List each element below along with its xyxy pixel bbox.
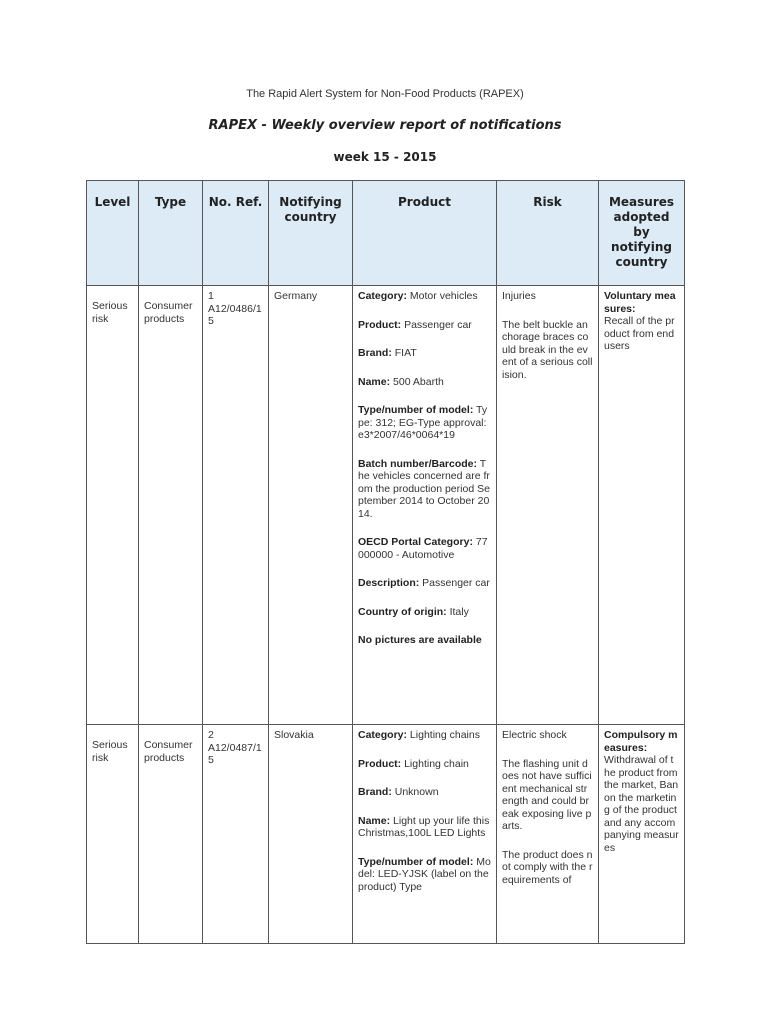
product-field-label: Country of origin: bbox=[358, 605, 447, 618]
cell-level-clip bbox=[92, 739, 133, 939]
risk-text: Electric shock bbox=[502, 729, 567, 741]
product-field-label: Type/number of model: bbox=[358, 404, 474, 416]
report-title: RAPEX - Weekly overview report of notifications bbox=[208, 118, 562, 133]
product-field-value: Lighting chain bbox=[401, 757, 469, 770]
product-field bbox=[358, 634, 491, 647]
notification-ref: A12/0487/15 bbox=[208, 741, 262, 766]
col-header-ref: No. Ref. bbox=[203, 181, 269, 286]
notification-number: 2 bbox=[208, 729, 214, 741]
product-field bbox=[358, 536, 491, 561]
notification-ref: A12/0486/15 bbox=[208, 302, 262, 327]
measures-title: Voluntary measures: bbox=[604, 290, 676, 315]
product-field-value: 77000000 - Automotive bbox=[358, 536, 488, 561]
product-field-value: FIAT bbox=[391, 347, 417, 359]
product-field-value: Type: 312; EG-Type approval: e3*2007/46*0064*19 bbox=[358, 404, 488, 441]
cell-product bbox=[353, 725, 497, 944]
notification-number: 1 bbox=[208, 290, 214, 302]
cell-product bbox=[353, 286, 497, 725]
product-field bbox=[358, 290, 491, 303]
notifications-table bbox=[86, 180, 685, 944]
product-field-label: Description: bbox=[358, 577, 420, 589]
cell-risk bbox=[497, 286, 599, 725]
product-field bbox=[358, 376, 491, 389]
product-field-label: Brand: bbox=[358, 786, 392, 798]
col-header-measures: Measures adopted by notifying country bbox=[599, 181, 685, 286]
col-header-type: Type bbox=[139, 181, 203, 286]
measures-text: Withdrawal of the product from the market, Ban on the marketing of the product and any accompanying measures bbox=[604, 754, 679, 854]
col-header-risk: Risk bbox=[497, 181, 599, 286]
cell-measures-clip bbox=[604, 729, 679, 929]
report-week: week 15 - 2015 bbox=[333, 150, 437, 164]
product-field bbox=[358, 786, 491, 799]
product-field-label: Name: bbox=[358, 814, 391, 827]
report-subtitle: The Rapid Alert System for Non-Food Products (RAPEX) bbox=[246, 88, 524, 100]
product-field-value: Light up your life this Christmas,100L LED Lights bbox=[358, 814, 490, 839]
product-field-label: Category: bbox=[358, 729, 408, 741]
table-header-row bbox=[87, 181, 685, 286]
cell-type bbox=[139, 725, 203, 944]
col-header-level: Level bbox=[87, 181, 139, 286]
measures-text: Recall of the product from end users bbox=[604, 315, 675, 352]
cell-type bbox=[139, 286, 203, 725]
cell-ref-clip bbox=[208, 729, 263, 929]
product-field-value: The vehicles concerned are from the production period September 2014 to October 2014. bbox=[358, 457, 490, 520]
product-field-value: 500 Abarth bbox=[390, 375, 444, 388]
product-field-value: Lighting chains bbox=[407, 729, 480, 741]
risk-text: The belt buckle anchorage braces could break in the event of a serious collision. bbox=[502, 318, 593, 381]
product-field-label: Brand: bbox=[358, 347, 392, 359]
product-field-label: Product: bbox=[358, 318, 402, 331]
product-field bbox=[358, 729, 491, 742]
product-field bbox=[358, 319, 491, 332]
cell-ref bbox=[203, 286, 269, 725]
level-text: Serious risk bbox=[92, 300, 128, 325]
product-field bbox=[358, 758, 491, 771]
cell-level bbox=[87, 725, 139, 944]
cell-country-clip bbox=[274, 729, 347, 929]
cell-risk-clip bbox=[502, 729, 593, 929]
cell-risk bbox=[497, 725, 599, 944]
product-field-label: Name: bbox=[358, 375, 391, 388]
product-field-label: Category: bbox=[358, 290, 408, 302]
product-field bbox=[358, 577, 491, 590]
level-text: Serious risk bbox=[92, 739, 128, 764]
col-header-product: Product bbox=[353, 181, 497, 286]
table-row bbox=[87, 725, 685, 944]
cell-level bbox=[87, 286, 139, 725]
measures-title: Compulsory measures: bbox=[604, 729, 678, 754]
cell-type-clip bbox=[144, 739, 197, 939]
table-row bbox=[87, 286, 685, 725]
product-field-value: Italy bbox=[446, 605, 469, 618]
product-field-label: Product: bbox=[358, 757, 402, 770]
type-text: Consumer products bbox=[144, 739, 193, 764]
col-header-country: Notifying country bbox=[269, 181, 353, 286]
product-field bbox=[358, 458, 491, 521]
product-field bbox=[358, 404, 491, 442]
product-field-label: Batch number/Barcode: bbox=[358, 457, 478, 470]
type-text: Consumer products bbox=[144, 300, 193, 325]
product-field-value: Unknown bbox=[391, 786, 439, 798]
product-field-value: Motor vehicles bbox=[407, 290, 478, 302]
risk-text: The product does not comply with the requirements of bbox=[502, 848, 593, 886]
product-field-label: Type/number of model: bbox=[358, 855, 474, 868]
cell-product-clip bbox=[358, 729, 491, 929]
product-field-value: Passenger car bbox=[419, 577, 490, 589]
cell-measures bbox=[599, 725, 685, 944]
product-field bbox=[358, 815, 491, 840]
product-field-label: OECD Portal Category: bbox=[358, 536, 473, 548]
cell-measures bbox=[599, 286, 685, 725]
product-field-value: Model: LED-YJSK (label on the product) Type bbox=[358, 855, 491, 893]
product-field bbox=[358, 856, 491, 894]
product-field-label: No pictures are available bbox=[358, 634, 482, 646]
country-text: Germany bbox=[274, 290, 318, 302]
cell-ref bbox=[203, 725, 269, 944]
risk-text: Injuries bbox=[502, 290, 536, 302]
risk-text: The flashing unit does not have sufficient mechanical strength and could break exposing live parts. bbox=[502, 757, 592, 832]
product-field bbox=[358, 606, 491, 619]
cell-country bbox=[269, 725, 353, 944]
product-field-value: Passenger car bbox=[401, 318, 472, 331]
country-text: Slovakia bbox=[274, 729, 314, 741]
product-field bbox=[358, 347, 491, 360]
cell-country bbox=[269, 286, 353, 725]
